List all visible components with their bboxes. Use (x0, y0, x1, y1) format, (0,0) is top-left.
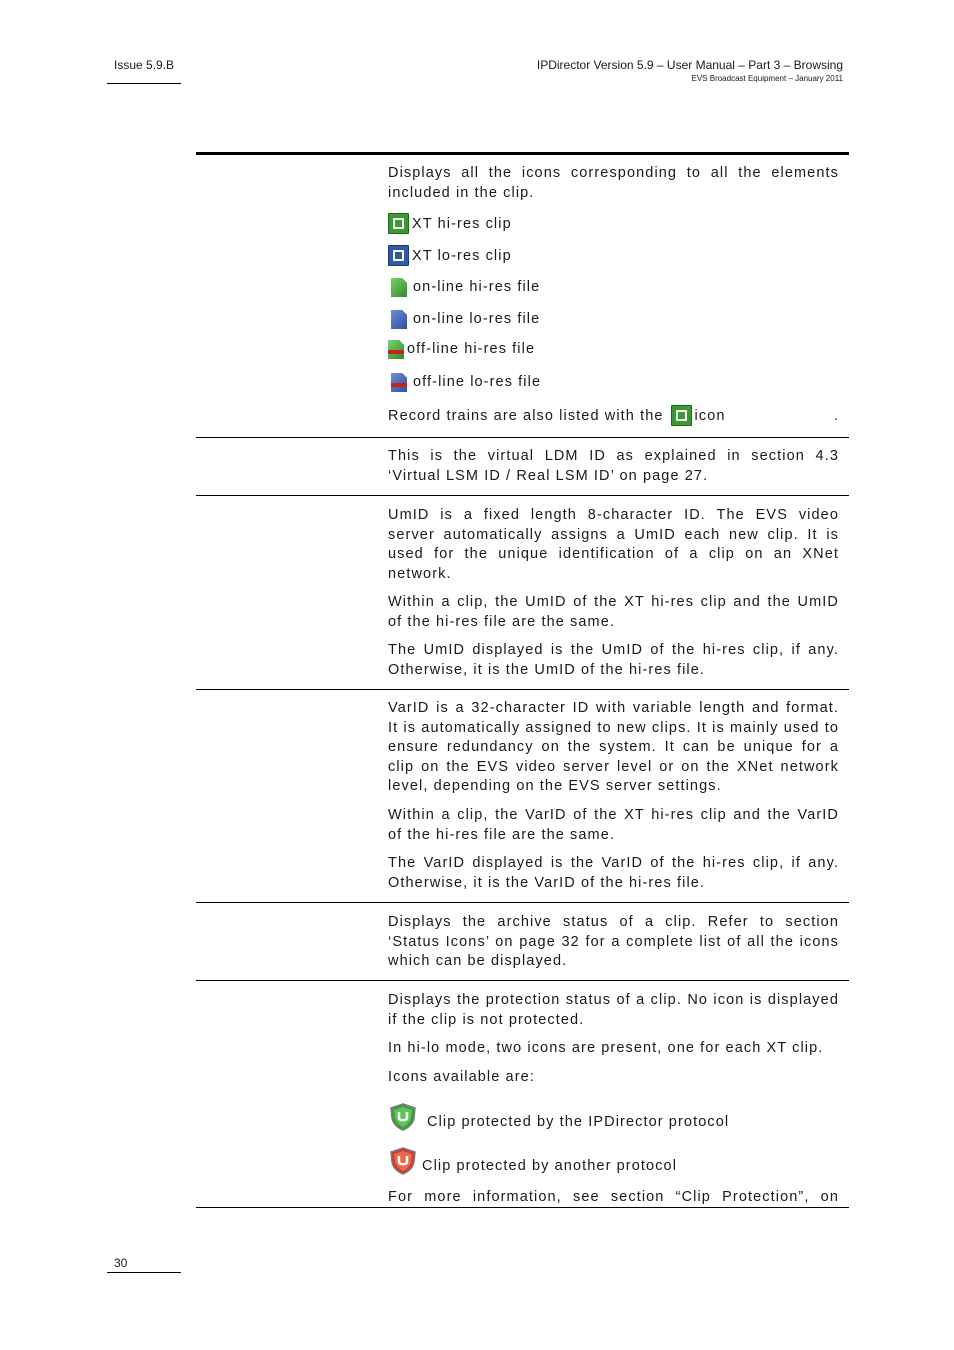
legend-label: off-line hi-res file (407, 341, 536, 357)
issue-label: Issue 5.9.B (114, 58, 175, 72)
legend-item-xt-hi-res-clip (388, 213, 512, 234)
legend-item-offline-hi-res-file (388, 340, 535, 359)
legend-item-online-lo-res-file (388, 310, 540, 329)
ldm-description: This is the virtual LDM ID as explained in section 4.3 ‘Virtual LSM ID / Real LSM ID’ on page 27. (388, 448, 839, 484)
protection-label: Clip protected by another protocol (422, 1158, 678, 1174)
record-trains-icon-word: icon (694, 408, 726, 424)
record-trains-text: Record trains are also listed with the (388, 408, 664, 424)
online-hi-res-file-icon (391, 278, 407, 297)
legend-item-offline-lo-res-file (388, 373, 541, 392)
protection-paragraph-2: In hi-lo mode, two icons are present, one for each XT clip. (388, 1040, 824, 1056)
row-divider (196, 495, 849, 496)
protection-paragraph-1: Displays the protection status of a clip. No icon is displayed if the clip is not protected. (388, 992, 839, 1028)
archive-description: Displays the archive status of a clip. Refer to section ‘Status Icons’ on page 32 for a complete list of all the icons which can be displayed. (388, 914, 839, 969)
record-trains-line (388, 405, 839, 426)
protection-item-ipdirector (388, 1102, 729, 1132)
legend-label: off-line lo-res file (413, 374, 542, 390)
row-divider (196, 980, 849, 981)
xt-hi-res-clip-icon (388, 213, 409, 234)
umid-paragraph-3: The UmID displayed is the UmID of the hi-res clip, if any. Otherwise, it is the UmID of the hi-res file. (388, 642, 839, 678)
protection-label: Clip protected by the IPDirector protocol (427, 1114, 730, 1130)
online-lo-res-file-icon (391, 310, 407, 329)
header-left-rule (107, 83, 181, 84)
offline-hi-res-file-icon (388, 340, 404, 359)
document-subtitle: EVS Broadcast Equipment – January 2011 (691, 74, 843, 83)
varid-paragraph-3: The VarID displayed is the VarID of the hi-res clip, if any. Otherwise, it is the VarID of the hi-res file. (388, 855, 839, 891)
table-bottom-rule (196, 1207, 849, 1208)
protection-paragraph-4: For more information, see section “Clip Protection”, on (388, 1189, 839, 1205)
red-shield-icon (388, 1146, 418, 1176)
protection-paragraph-3: Icons available are: (388, 1069, 535, 1085)
record-trains-period: . (833, 408, 839, 424)
table-top-rule (196, 152, 849, 155)
offline-lo-res-file-icon (391, 373, 407, 392)
footer-rule (107, 1272, 181, 1273)
page-number: 30 (114, 1256, 128, 1270)
row-divider (196, 437, 849, 438)
legend-label: on-line hi-res file (413, 279, 541, 295)
elements-intro: Displays all the icons corresponding to all the elements included in the clip. (388, 165, 839, 201)
green-shield-icon (388, 1102, 418, 1132)
row-divider (196, 902, 849, 903)
varid-paragraph-2: Within a clip, the VarID of the XT hi-res clip and the VarID of the hi-res file are the same. (388, 807, 839, 843)
protection-item-other (388, 1146, 677, 1176)
legend-label: XT lo-res clip (412, 248, 512, 264)
legend-item-xt-lo-res-clip (388, 245, 512, 266)
xt-lo-res-clip-icon (388, 245, 409, 266)
varid-paragraph-1: VarID is a 32-character ID with variable length and format. It is automatically assigned to new clips. It is mainly used to ensure redundancy on the system. It can be unique for a clip on the EVS video server level or on the XNet network level, depending on the EVS server settings. (388, 700, 839, 794)
row-divider (196, 689, 849, 690)
legend-label: on-line lo-res file (413, 311, 541, 327)
umid-paragraph-1: UmID is a fixed length 8-character ID. The EVS video server automatically assigns a UmID each new clip. It is used for the unique identification of a clip on an XNet network. (388, 507, 839, 582)
document-title: IPDirector Version 5.9 – User Manual – Part 3 – Browsing (536, 58, 843, 72)
umid-paragraph-2: Within a clip, the UmID of the XT hi-res clip and the UmID of the hi-res file are the same. (388, 594, 839, 630)
record-train-icon (671, 405, 692, 426)
legend-item-online-hi-res-file (388, 278, 540, 297)
legend-label: XT hi-res clip (412, 216, 512, 232)
